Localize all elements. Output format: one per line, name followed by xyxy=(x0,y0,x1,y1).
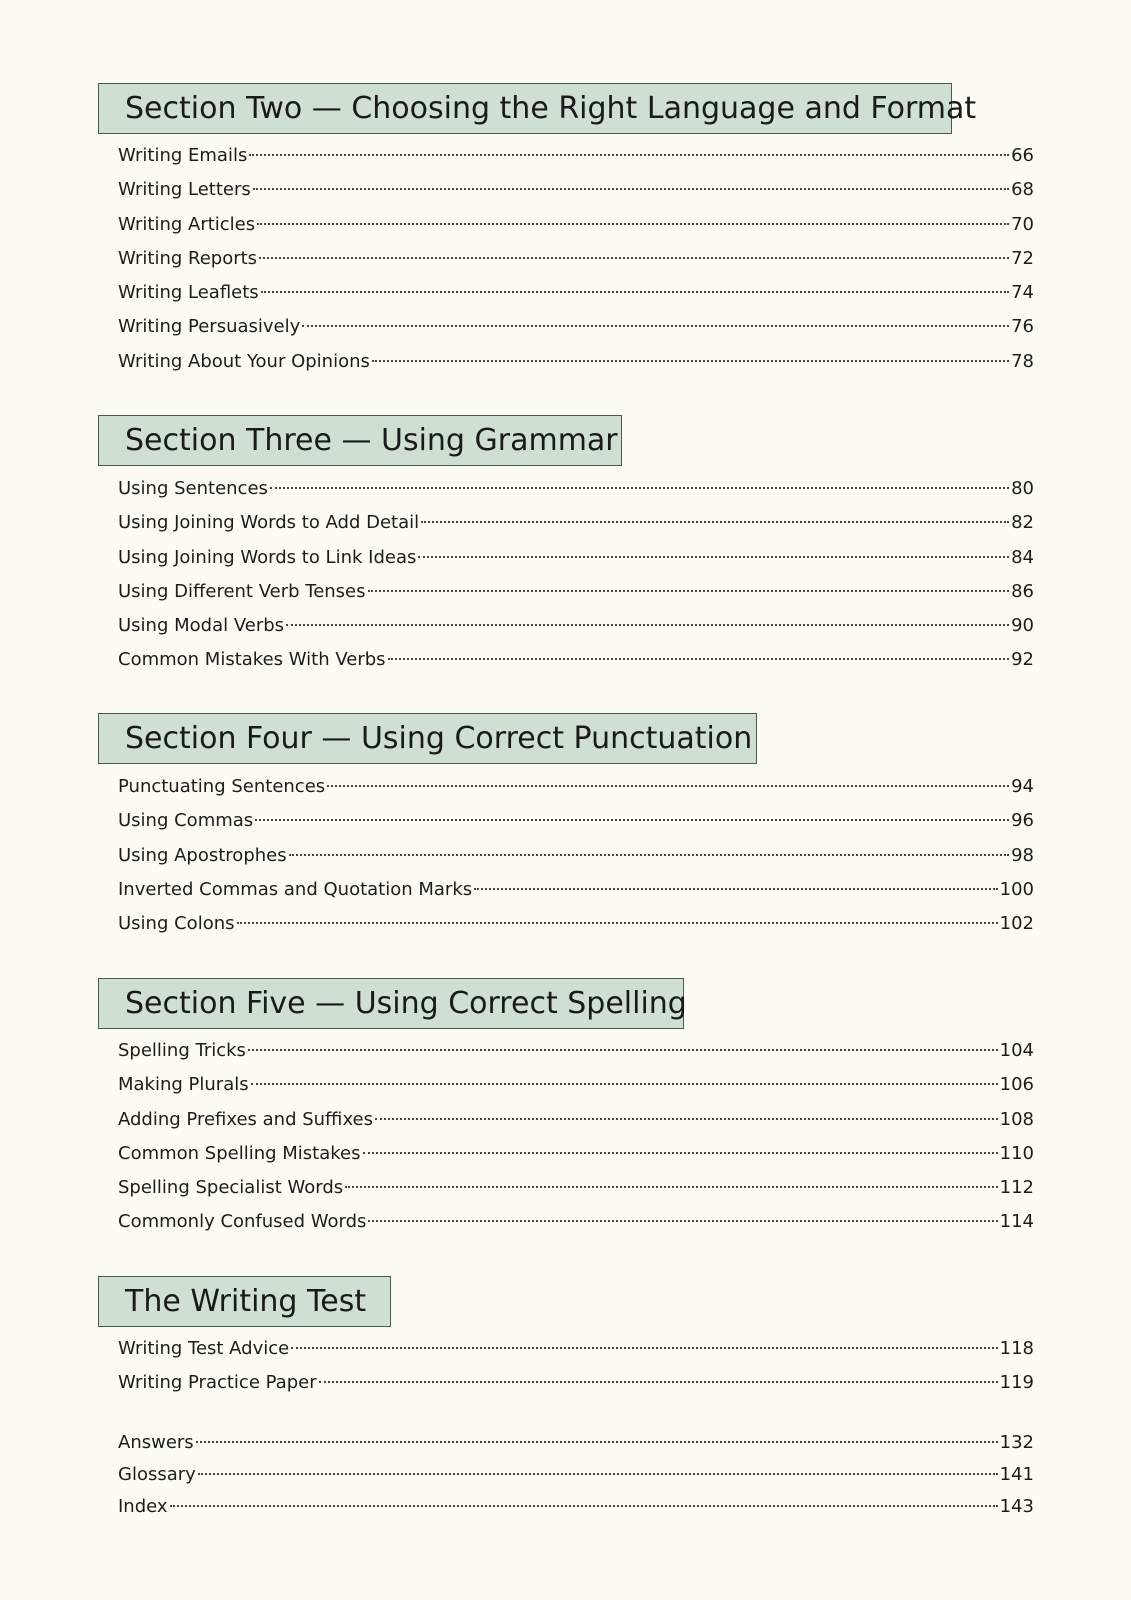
dot-leader xyxy=(319,1381,998,1383)
toc-entry[interactable] xyxy=(118,1491,1034,1523)
toc-entry-page: 112 xyxy=(999,1177,1034,1199)
toc-entry-title: Using Modal Verbs xyxy=(118,615,285,637)
toc-entry-page: 90 xyxy=(1011,615,1034,637)
dot-leader xyxy=(368,1220,997,1222)
toc-entry[interactable] xyxy=(118,208,1034,242)
toc-entry[interactable] xyxy=(118,575,1034,609)
toc-entry[interactable] xyxy=(118,1034,1034,1068)
toc-entry-title: Using Different Verb Tenses xyxy=(118,580,366,602)
section-heading: The Writing Test xyxy=(98,1276,391,1327)
toc-entry[interactable] xyxy=(118,839,1034,873)
toc-entry[interactable] xyxy=(118,1103,1034,1137)
toc-entry-page: 92 xyxy=(1011,649,1034,671)
toc-entry[interactable] xyxy=(118,1427,1034,1459)
dot-leader xyxy=(170,1505,998,1507)
toc-entry-page: 104 xyxy=(999,1040,1034,1061)
toc-entry-title: Answers xyxy=(118,1432,194,1453)
dot-leader xyxy=(196,1441,998,1443)
toc-entry[interactable] xyxy=(118,541,1034,575)
toc-entry-page: 70 xyxy=(1011,213,1034,235)
toc-entry-title: Using Joining Words to Add Detail xyxy=(118,512,420,534)
dot-leader xyxy=(255,819,1009,821)
toc-list xyxy=(118,770,1034,941)
dot-leader xyxy=(375,1118,998,1120)
toc-entry[interactable] xyxy=(118,1332,1034,1366)
toc-entry-title: Writing Reports xyxy=(118,247,258,269)
toc-entry[interactable] xyxy=(118,1137,1034,1171)
toc-entry-page: 98 xyxy=(1011,844,1034,866)
dot-leader xyxy=(474,888,998,890)
toc-entry-title: Punctuating Sentences xyxy=(118,776,326,797)
dot-leader xyxy=(249,154,1009,156)
toc-entry[interactable] xyxy=(118,804,1034,838)
toc-entry-page: 74 xyxy=(1011,282,1034,304)
dot-leader xyxy=(302,325,1009,327)
toc-entry[interactable] xyxy=(118,1459,1034,1491)
dot-leader xyxy=(198,1473,998,1475)
toc-entry-title: Writing Leaflets xyxy=(118,282,259,304)
toc-entry-title: Glossary xyxy=(118,1464,196,1485)
dot-leader xyxy=(253,188,1009,190)
toc-entry[interactable] xyxy=(118,1171,1034,1205)
toc-entry-title: Writing Letters xyxy=(118,179,251,201)
toc-list xyxy=(118,1332,1034,1401)
toc-entry-title: Making Plurals xyxy=(118,1074,249,1096)
dot-leader xyxy=(368,590,1010,592)
toc-entry-page: 76 xyxy=(1011,316,1034,338)
toc-entry-title: Spelling Tricks xyxy=(118,1040,246,1061)
toc-list xyxy=(118,1034,1034,1240)
toc-entry-title: Commonly Confused Words xyxy=(118,1211,367,1233)
toc-entry-title: Using Apostrophes xyxy=(118,844,287,866)
toc-list xyxy=(118,472,1034,678)
toc-entry-page: 68 xyxy=(1011,179,1034,201)
dot-leader xyxy=(270,487,1009,489)
toc-entry[interactable] xyxy=(118,609,1034,643)
toc-list xyxy=(118,139,1034,379)
toc-entry[interactable] xyxy=(118,1366,1034,1400)
section-heading: Section Five — Using Correct Spelling xyxy=(98,978,684,1029)
toc-entry[interactable] xyxy=(118,643,1034,677)
toc-entry-title: Writing Test Advice xyxy=(118,1338,290,1359)
toc-entry-title: Writing Practice Paper xyxy=(118,1372,317,1394)
dot-leader xyxy=(286,624,1009,626)
toc-entry-page: 86 xyxy=(1011,580,1034,602)
toc-entry-title: Writing Persuasively xyxy=(118,316,301,338)
toc-entry-title: Using Colons xyxy=(118,913,235,935)
toc-entry[interactable] xyxy=(118,873,1034,907)
toc-entry-page: 94 xyxy=(1011,776,1034,797)
dot-leader xyxy=(388,658,1010,660)
toc-entry-page: 143 xyxy=(999,1496,1034,1517)
dot-leader xyxy=(261,291,1009,293)
toc-entry-title: Inverted Commas and Quotation Marks xyxy=(118,878,473,900)
section-heading: Section Three — Using Grammar xyxy=(98,415,622,466)
toc-entry-page: 102 xyxy=(999,913,1034,935)
toc-entry-title: Using Commas xyxy=(118,810,254,832)
dot-leader xyxy=(418,556,1009,558)
dot-leader xyxy=(327,785,1009,787)
toc-entry-page: 141 xyxy=(999,1464,1034,1485)
section-heading: Section Four — Using Correct Punctuation xyxy=(98,713,757,764)
toc-entry[interactable] xyxy=(118,139,1034,173)
dot-leader xyxy=(248,1049,998,1051)
toc-entry-page: 118 xyxy=(999,1338,1034,1359)
toc-entry-page: 84 xyxy=(1011,546,1034,568)
toc-entry-page: 100 xyxy=(999,878,1034,900)
toc-entry[interactable] xyxy=(118,173,1034,207)
toc-entry-page: 114 xyxy=(999,1211,1034,1233)
toc-entry[interactable] xyxy=(118,1205,1034,1239)
toc-entry-page: 72 xyxy=(1011,247,1034,269)
toc-entry-page: 106 xyxy=(999,1074,1034,1096)
toc-entry-page: 82 xyxy=(1011,512,1034,534)
toc-entry-page: 96 xyxy=(1011,810,1034,832)
toc-entry-title: Spelling Specialist Words xyxy=(118,1177,344,1199)
toc-entry[interactable] xyxy=(118,506,1034,540)
toc-entry[interactable] xyxy=(118,310,1034,344)
dot-leader xyxy=(237,922,998,924)
toc-entry[interactable] xyxy=(118,242,1034,276)
dot-leader xyxy=(421,521,1009,523)
toc-entry-title: Common Spelling Mistakes xyxy=(118,1142,361,1164)
back-matter-list xyxy=(118,1427,1034,1523)
toc-entry-page: 110 xyxy=(999,1142,1034,1164)
toc-entry-title: Adding Prefixes and Suffixes xyxy=(118,1108,374,1130)
dot-leader xyxy=(257,223,1009,225)
toc-entry[interactable] xyxy=(118,907,1034,941)
toc-entry-page: 119 xyxy=(999,1372,1034,1394)
toc-entry[interactable] xyxy=(118,770,1034,804)
toc-entry-page: 132 xyxy=(999,1432,1034,1453)
dot-leader xyxy=(289,854,1009,856)
toc-entry-title: Writing Articles xyxy=(118,213,256,235)
dot-leader xyxy=(372,360,1009,362)
toc-entry-title: Index xyxy=(118,1496,168,1517)
toc-entry[interactable] xyxy=(118,345,1034,379)
toc-entry[interactable] xyxy=(118,472,1034,506)
toc-entry-page: 108 xyxy=(999,1108,1034,1130)
dot-leader xyxy=(251,1083,998,1085)
toc-entry-title: Common Mistakes With Verbs xyxy=(118,649,386,671)
dot-leader xyxy=(291,1347,997,1349)
section-heading: Section Two — Choosing the Right Language and Format xyxy=(98,83,952,134)
dot-leader xyxy=(363,1152,998,1154)
toc-entry[interactable] xyxy=(118,1068,1034,1102)
toc-entry-title: Using Joining Words to Link Ideas xyxy=(118,546,417,568)
dot-leader xyxy=(259,257,1009,259)
toc-entry-page: 78 xyxy=(1011,350,1034,372)
toc-entry-page: 80 xyxy=(1011,478,1034,499)
toc-entry-title: Writing Emails xyxy=(118,145,248,166)
toc-entry[interactable] xyxy=(118,276,1034,310)
toc-entry-title: Writing About Your Opinions xyxy=(118,350,370,372)
toc-entry-title: Using Sentences xyxy=(118,478,268,499)
toc-entry-page: 66 xyxy=(1011,145,1034,166)
dot-leader xyxy=(345,1186,998,1188)
